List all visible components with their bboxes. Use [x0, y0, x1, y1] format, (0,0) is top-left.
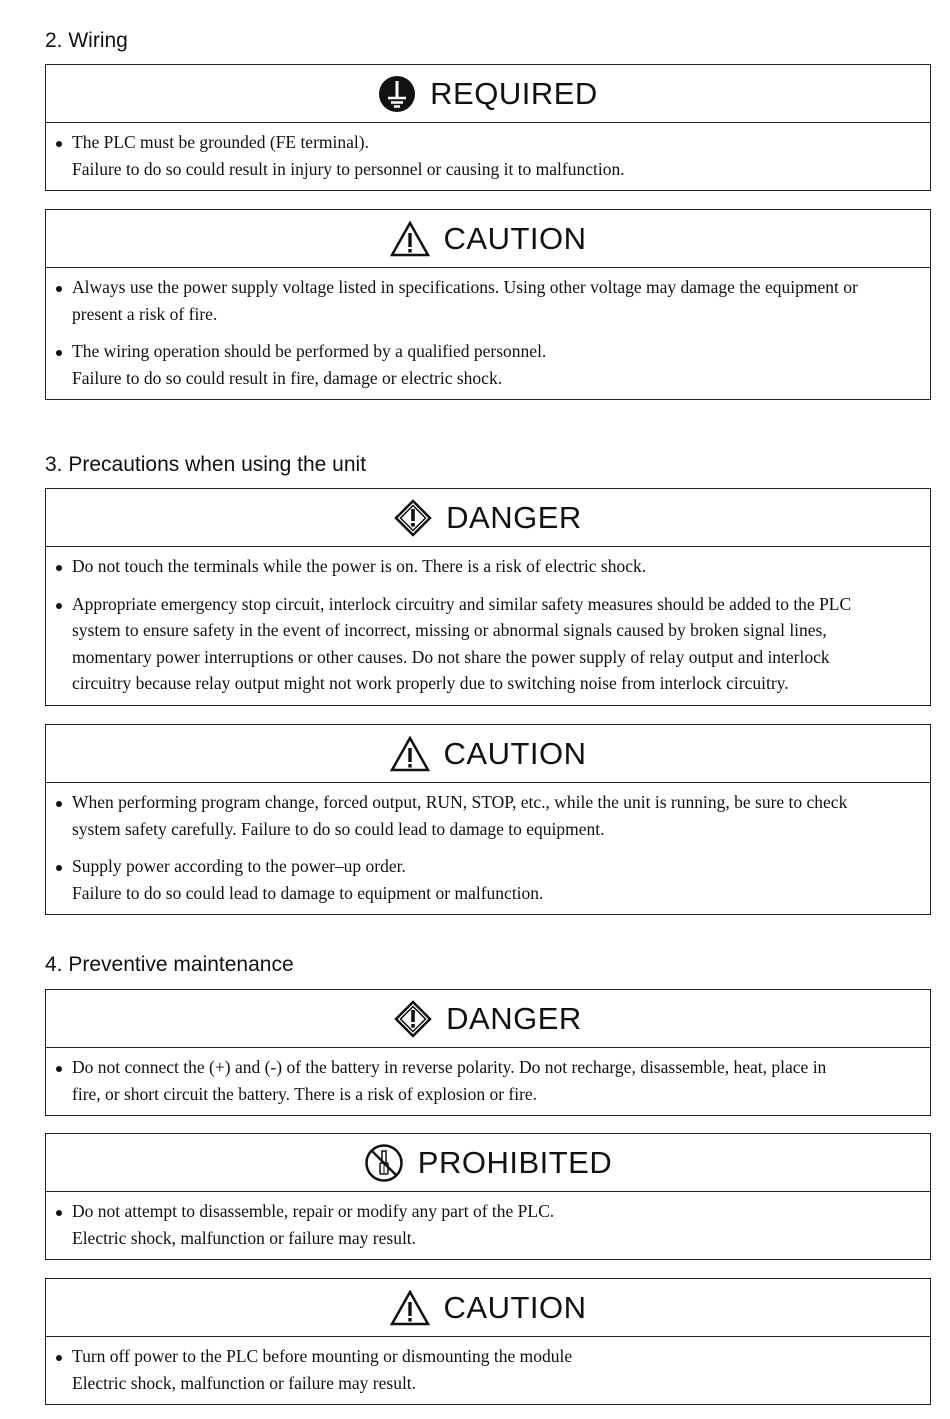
danger-box	[45, 989, 931, 1116]
box-title: REQUIRED	[430, 76, 598, 111]
danger-diamond-icon	[394, 499, 432, 537]
warning-triangle-icon	[390, 1290, 430, 1326]
caution-box	[45, 724, 931, 915]
section-heading-maintenance: 4. Preventive maintenance	[45, 953, 294, 976]
box-title: PROHIBITED	[417, 1145, 613, 1180]
list-item: Appropriate emergency stop circuit, interlock circuitry and similar safety measures should be added to the PLC system to ensure safety in the event of incorrect, missing or abnormal signals caused by broken signal lines, momentary power interruptions or other causes. Do not share the power supply of relay output and interlock circuitry because relay output might not work properly due to switching noise from interlock circuitry.	[56, 591, 918, 697]
ground-icon	[378, 75, 416, 113]
box-header	[46, 65, 930, 123]
list-item: Always use the power supply voltage listed in specifications. Using other voltage may damage the equipment or present a risk of fire.	[56, 274, 918, 327]
box-header	[46, 990, 930, 1048]
box-body	[46, 1192, 930, 1259]
box-body	[46, 1337, 930, 1404]
box-body	[46, 123, 930, 190]
box-body	[46, 783, 930, 914]
warning-triangle-icon	[390, 221, 430, 257]
warning-triangle-icon	[390, 736, 430, 772]
required-box	[45, 64, 931, 191]
list-item: Do not attempt to disassemble, repair or modify any part of the PLC. Electric shock, malfunction or failure may result.	[56, 1198, 918, 1251]
box-title: DANGER	[446, 1001, 582, 1036]
box-header	[46, 489, 930, 547]
box-title: CAUTION	[443, 1290, 587, 1325]
box-body	[46, 1048, 930, 1115]
box-header	[46, 210, 930, 268]
box-header	[46, 1134, 930, 1192]
danger-box	[45, 488, 931, 706]
section-heading-wiring: 2. Wiring	[45, 29, 128, 52]
list-item: The wiring operation should be performed by a qualified personnel. Failure to do so could result in fire, damage or electric shock.	[56, 338, 918, 391]
box-title: DANGER	[446, 500, 582, 535]
list-item: Supply power according to the power–up order. Failure to do so could lead to damage to equipment or malfunction.	[56, 853, 918, 906]
box-title: CAUTION	[443, 736, 587, 771]
list-item: The PLC must be grounded (FE terminal). Failure to do so could result in injury to personnel or causing it to malfunction.	[56, 129, 918, 182]
box-title: CAUTION	[443, 221, 587, 256]
danger-diamond-icon	[394, 1000, 432, 1038]
caution-box	[45, 209, 931, 400]
caution-box	[45, 1278, 931, 1405]
no-disassembly-icon	[364, 1143, 404, 1183]
list-item: Do not touch the terminals while the power is on. There is a risk of electric shock.	[56, 553, 918, 580]
box-header	[46, 1279, 930, 1337]
section-heading-precautions: 3. Precautions when using the unit	[45, 453, 367, 476]
list-item: Do not connect the (+) and (-) of the battery in reverse polarity. Do not recharge, disassemble, heat, place in fire, or short circuit the battery. There is a risk of explosion or fire.	[56, 1054, 918, 1107]
box-body	[46, 547, 930, 705]
box-body	[46, 268, 930, 399]
list-item: When performing program change, forced output, RUN, STOP, etc., while the unit is running, be sure to check system safety carefully. Failure to do so could lead to damage to equipment.	[56, 789, 918, 842]
list-item: Turn off power to the PLC before mounting or dismounting the module Electric shock, malfunction or failure may result.	[56, 1343, 918, 1396]
box-header	[46, 725, 930, 783]
prohibited-box	[45, 1133, 931, 1260]
